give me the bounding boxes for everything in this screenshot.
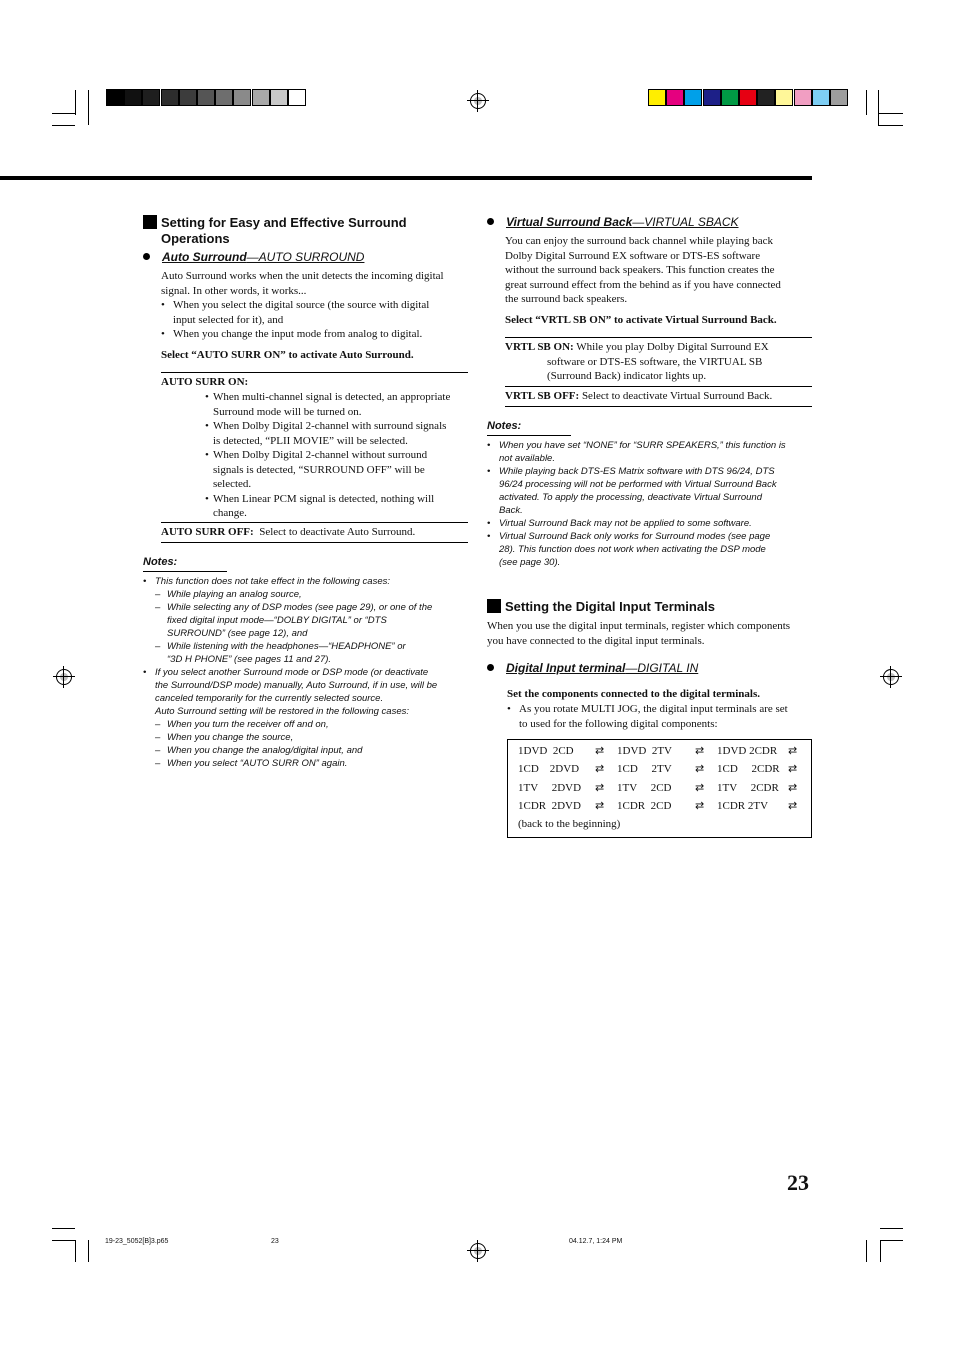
note-sub-text: When you change the analog/digital input, and — [167, 745, 363, 756]
color-swatch — [648, 89, 666, 106]
dash-mark: – — [155, 732, 161, 743]
bullet-icon — [487, 664, 494, 671]
note-sub-text: While selecting any of DSP modes (see page 29), or one of the — [167, 602, 433, 613]
registration-mark-top — [470, 93, 486, 109]
color-swatch — [812, 89, 830, 106]
gray-swatch — [142, 89, 160, 106]
exchange-arrow-icon: ⇄ — [788, 798, 798, 812]
dash-mark: – — [155, 719, 161, 730]
on-item-text: When Dolby Digital 2-channel without surround — [213, 449, 428, 461]
note-sub-line — [143, 627, 473, 640]
dash-mark: – — [155, 589, 161, 600]
note-sub-text: “3D H PHONE” (see pages 11 and 27). — [167, 654, 332, 665]
gray-swatch — [270, 89, 288, 106]
vsb-table-rule-mid — [505, 386, 812, 387]
notes-left — [143, 575, 473, 770]
gray-swatch — [179, 89, 197, 106]
note-item-line — [487, 504, 817, 517]
note-text: not available. — [499, 453, 555, 464]
virtual-sback-description — [505, 234, 815, 307]
note-sub-line — [143, 601, 473, 614]
note-text: the Surround/DSP mode) manually, Auto Surround, if in use, will be — [155, 680, 438, 691]
on-item-text: When multi-channel signal is detected, an appropriate — [213, 391, 451, 403]
auto-surround-intro: Auto Surround works when the unit detects the incoming digital signal. In other words, it works... • When you select the digital source (the source with digital input selected for it), and • When you change the input mode from analog to digital. Select “AUTO SURR ON” to activate Auto Surround. — [161, 270, 444, 361]
sequence-cell: 1TV 2CDR — [717, 781, 779, 794]
gray-swatch — [288, 89, 306, 106]
sequence-cell: 1CD 2CDR — [717, 763, 780, 776]
table-rule-bottom — [161, 542, 468, 543]
notes-title-left: Notes: — [143, 556, 178, 568]
sequence-cell: 1TV 2CD — [617, 781, 672, 794]
note-item-line — [487, 478, 817, 491]
registration-mark-left — [56, 669, 72, 685]
notes-underline — [487, 435, 571, 436]
bullet-icon — [487, 218, 494, 225]
subheading-digital-in: Digital Input terminal—DIGITAL IN — [487, 661, 698, 675]
subheading-auto-surround: Auto Surround—AUTO SURROUND — [143, 250, 364, 264]
section-heading-digital-input: Setting the Digital Input Terminals — [487, 599, 715, 615]
note-text: If you select another Surround mode or DSP mode (or deactivate — [155, 667, 429, 678]
note-sub-line — [143, 588, 473, 601]
note-item — [143, 575, 473, 588]
note-text: Auto Surround setting will be restored in the following cases: — [155, 706, 409, 717]
exchange-arrow-icon: ⇄ — [595, 762, 605, 776]
sequence-cell: 1CDR 2TV — [717, 799, 769, 812]
note-item-line — [487, 465, 817, 478]
dash-mark: – — [155, 641, 161, 652]
note-sub-text: While listening with the headphones—“HEADPHONE” or — [167, 641, 406, 652]
note-text: Back. — [499, 505, 523, 516]
bullet-mark: • — [487, 531, 491, 542]
note-item-line — [487, 452, 817, 465]
exchange-arrow-icon: ⇄ — [695, 780, 705, 794]
auto-surr-off-row: AUTO SURR OFF: Select to deactivate Auto Surround. — [161, 526, 416, 538]
exchange-arrow-icon: ⇄ — [788, 762, 798, 776]
note-item-line — [143, 679, 473, 692]
note-item-line — [487, 530, 817, 543]
note-item-line — [143, 705, 473, 718]
bullet-icon — [143, 253, 150, 260]
color-swatch — [666, 89, 684, 106]
note-sub-line — [143, 614, 473, 627]
color-swatch — [775, 89, 793, 106]
sequence-cell: 1CD 2TV — [617, 763, 672, 776]
exchange-arrow-icon: ⇄ — [595, 798, 605, 812]
on-item-text: Surround mode will be turned on. — [213, 405, 362, 418]
on-item-text: When Linear PCM signal is detected, nothing will — [213, 492, 435, 505]
auto-surr-on-label: AUTO SURR ON: — [161, 376, 249, 388]
subheading-virtual-sback: Virtual Surround Back—VIRTUAL SBACK — [487, 215, 739, 229]
on-item-text: When Dolby Digital 2-channel with surround signals — [213, 420, 447, 432]
note-sub-line — [143, 731, 473, 744]
note-text: (see page 30). — [499, 557, 561, 568]
bullet-mark: • — [205, 420, 209, 432]
note-sub-line — [143, 718, 473, 731]
gray-swatch — [197, 89, 215, 106]
virtual-sback-select: Select “VRTL SB ON” to activate Virtual Surround Back. — [505, 314, 777, 326]
sequence-cell: 1TV 2DVD — [518, 781, 582, 794]
bullet-mark: • — [143, 576, 147, 587]
on-item-line — [205, 405, 471, 420]
on-item-line — [205, 419, 471, 434]
note-item-line — [143, 666, 473, 679]
gray-swatch — [106, 89, 124, 106]
vsb-line: great surround effect from the behind as if you have connected — [505, 278, 781, 291]
notes-right — [487, 439, 817, 569]
dash-mark: – — [155, 602, 161, 613]
sequence-cell: 1CDR 2CD — [617, 799, 672, 812]
bullet-mark: • — [487, 466, 491, 477]
table-rule-top — [161, 372, 468, 373]
gray-swatch — [161, 89, 179, 106]
note-item-line — [487, 556, 817, 569]
vsb-table-rule-bottom — [505, 406, 812, 407]
note-item-line — [487, 439, 817, 452]
vsb-table-rule-top — [505, 337, 812, 338]
on-item-line — [205, 448, 471, 463]
sequence-footer: (back to the beginning) — [518, 818, 621, 830]
notes-title-right: Notes: — [487, 420, 522, 432]
note-text: 28). This function does not work when activating the DSP mode — [499, 544, 766, 555]
on-item-line — [205, 434, 471, 449]
digital-in-bullet: • As you rotate MULTI JOG, the digital input terminals are set to used for the following digital components: — [507, 703, 788, 730]
bullet-mark: • — [487, 440, 491, 451]
on-item-text: change. — [213, 507, 247, 519]
note-sub-text: While playing an analog source, — [167, 589, 302, 600]
note-sub-text: When you select “AUTO SURR ON” again. — [167, 758, 348, 769]
heading-square-icon — [143, 215, 157, 229]
note-item-line — [487, 543, 817, 556]
sequence-cell: 1CD 2DVD — [518, 763, 580, 776]
note-text: When you have set “NONE” for “SURR SPEAKERS,” this function is — [499, 440, 786, 451]
color-swatch — [739, 89, 757, 106]
note-text: This function does not take effect in the following cases: — [155, 576, 390, 587]
on-item-line — [205, 463, 471, 478]
color-swatch — [830, 89, 848, 106]
exchange-arrow-icon: ⇄ — [788, 744, 798, 757]
gray-swatch — [124, 89, 142, 106]
color-swatch — [794, 89, 812, 106]
vsb-line: without the surround back speakers. This function creates the — [505, 264, 775, 276]
digital-in-instruction: Set the components connected to the digital terminals. — [507, 688, 760, 700]
exchange-arrow-icon: ⇄ — [695, 744, 705, 757]
registration-mark-bottom — [470, 1243, 486, 1259]
on-item-text: selected. — [213, 478, 252, 490]
sequence-cell: 1CDR 2DVD — [518, 799, 581, 812]
registration-mark-right — [883, 669, 899, 685]
note-sub-line — [143, 653, 473, 666]
section-heading-surround: Setting for Easy and Effective Surround Operations — [143, 215, 473, 247]
note-item-line — [487, 517, 817, 530]
notes-underline — [143, 571, 227, 572]
note-sub-line — [143, 640, 473, 653]
gray-swatch — [233, 89, 251, 106]
table-rule-mid — [161, 522, 468, 523]
exchange-arrow-icon: ⇄ — [695, 798, 705, 812]
page-number: 23 — [787, 1170, 809, 1195]
on-item-line — [205, 492, 471, 507]
exchange-arrow-icon: ⇄ — [695, 762, 705, 776]
color-swatch — [684, 89, 702, 106]
vsb-line: You can enjoy the surround back channel while playing back — [505, 235, 774, 247]
on-item-text: is detected, “PLII MOVIE” will be selected. — [213, 434, 408, 447]
vsb-line: the surround back speakers. — [505, 293, 628, 305]
digital-terminal-sequence-box — [507, 739, 812, 838]
note-sub-line — [143, 744, 473, 757]
footer-page: 23 — [271, 1238, 279, 1245]
note-sub-text: When you turn the receiver off and on, — [167, 719, 329, 730]
note-text: activated. To apply the processing, deactivate Virtual Surround — [499, 492, 762, 503]
digital-input-intro: When you use the digital input terminals, register which components you have connected to the digital input terminals. — [487, 620, 791, 647]
bullet-mark: • — [205, 449, 209, 461]
vrtl-sb-off-row: VRTL SB OFF: Select to deactivate Virtual Surround Back. — [505, 390, 773, 402]
note-item-line — [143, 692, 473, 705]
bullet-mark: • — [205, 492, 209, 505]
sequence-cell: 1DVD 2CDR — [717, 745, 778, 757]
note-text: Virtual Surround Back may not be applied to some software. — [499, 518, 752, 529]
exchange-arrow-icon: ⇄ — [595, 744, 605, 757]
dash-mark: – — [155, 758, 161, 769]
bullet-mark: • — [487, 518, 491, 529]
sequence-cell: 1DVD 2TV — [617, 745, 672, 757]
footer-file: 19-23_5052[B]3.p65 — [105, 1238, 169, 1245]
on-item-line — [205, 390, 471, 405]
note-sub-text: fixed digital input mode—“DOLBY DIGITAL” or “DTS — [167, 615, 387, 626]
note-sub-text: SURROUND” (see page 12), and — [167, 628, 308, 639]
note-item-line — [487, 491, 817, 504]
footer-date: 04.12.7, 1:24 PM — [569, 1238, 623, 1245]
note-sub-text: When you change the source, — [167, 732, 294, 743]
gray-swatch — [215, 89, 233, 106]
color-swatch — [721, 89, 739, 106]
dash-mark: – — [155, 745, 161, 756]
color-swatch — [757, 89, 775, 106]
note-text: 96/24 processing will not be performed with Virtual Surround Back — [499, 479, 777, 490]
on-item-text: signals is detected, “SURROUND OFF” will be — [213, 463, 425, 476]
bullet-mark: • — [205, 391, 209, 403]
heading-square-icon — [487, 599, 501, 613]
note-text: While playing back DTS-ES Matrix software with DTS 96/24, DTS — [499, 466, 775, 477]
header-rule — [0, 176, 812, 180]
sequence-cell: 1DVD 2CD — [518, 745, 574, 757]
on-item-line — [205, 506, 471, 521]
bullet-mark: • — [143, 667, 147, 678]
on-item-line — [205, 477, 471, 492]
color-swatch — [703, 89, 721, 106]
note-sub-line — [143, 757, 473, 770]
exchange-arrow-icon: ⇄ — [788, 780, 798, 794]
note-text: canceled temporarily for the currently selected source. — [155, 693, 384, 704]
vrtl-sb-on-row: VRTL SB ON: While you play Dolby Digital Surround EX software or DTS-ES software, the VIRTUAL SB (Surround Back) indicator lights up. — [505, 341, 769, 382]
note-text: Virtual Surround Back only works for Surround modes (see page — [499, 531, 771, 542]
auto-surr-on-list — [205, 390, 471, 521]
exchange-arrow-icon: ⇄ — [595, 780, 605, 794]
gray-swatch — [252, 89, 270, 106]
vsb-line: Dolby Digital Surround EX software or DTS-ES software — [505, 249, 761, 262]
